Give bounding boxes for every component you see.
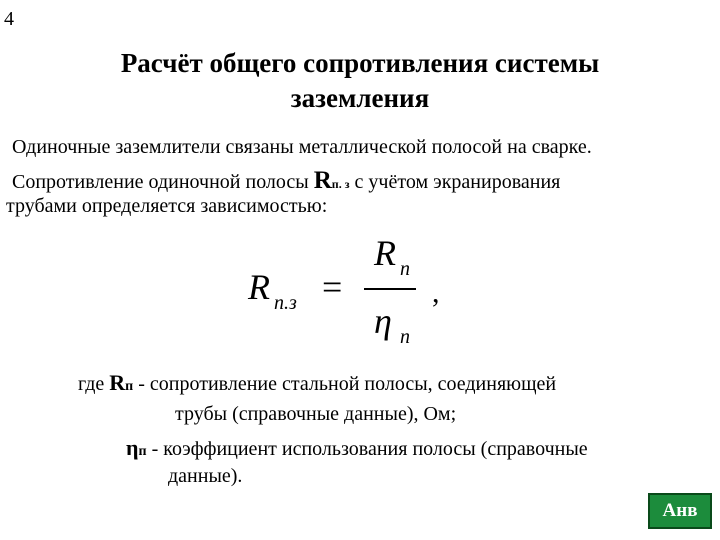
definition-r-symbol: R <box>109 370 126 395</box>
formula-trailing-comma: , <box>432 276 440 309</box>
definition-r-line-2: трубы (справочные данные), Ом; <box>175 403 457 425</box>
title-line-2: заземления <box>290 83 430 113</box>
formula-fraction-bar <box>364 288 416 290</box>
page-number: 4 <box>4 8 14 30</box>
strip-resistance-symbol: R <box>313 167 332 194</box>
intro-line-3: трубами определяется зависимостью: <box>6 195 328 217</box>
definition-where-word: где <box>78 373 105 395</box>
formula-numerator-symbol: R <box>374 233 396 273</box>
intro-line-1: Одиночные заземлители связаны металлической полосой на сварке. <box>12 136 592 158</box>
formula-numerator-subscript: п <box>400 258 410 280</box>
anv-nav-button[interactable]: Анв <box>648 493 712 529</box>
intro-line-2-text-after: с учётом экранирования <box>349 171 561 193</box>
resistance-formula <box>240 228 470 353</box>
slide-title <box>0 46 720 116</box>
definition-eta-line-2: данные). <box>168 465 243 487</box>
definition-eta-subscript: п <box>138 444 147 459</box>
intro-line-2-text-before: Сопротивление одиночной полосы <box>12 171 314 193</box>
formula-lhs-subscript: п.з <box>274 292 297 314</box>
formula-denominator-symbol: η <box>374 301 392 341</box>
definition-eta-text: - коэффициент использования полосы (справочные <box>146 438 588 460</box>
definition-r-subscript: п <box>125 379 134 394</box>
definition-r-line-1 <box>78 370 556 396</box>
title-line-1: Расчёт общего сопротивления системы <box>120 48 600 78</box>
formula-equals-sign: = <box>322 267 343 307</box>
definition-r-text: - сопротивление стальной полосы, соединяющей <box>133 373 557 395</box>
definition-eta-symbol: η <box>126 435 139 460</box>
definition-eta-line-1 <box>126 435 588 461</box>
formula-lhs-symbol: R <box>248 267 270 307</box>
strip-resistance-subscript: п. з <box>331 177 350 191</box>
intro-line-2 <box>12 167 560 195</box>
formula-denominator-subscript: п <box>400 326 410 348</box>
